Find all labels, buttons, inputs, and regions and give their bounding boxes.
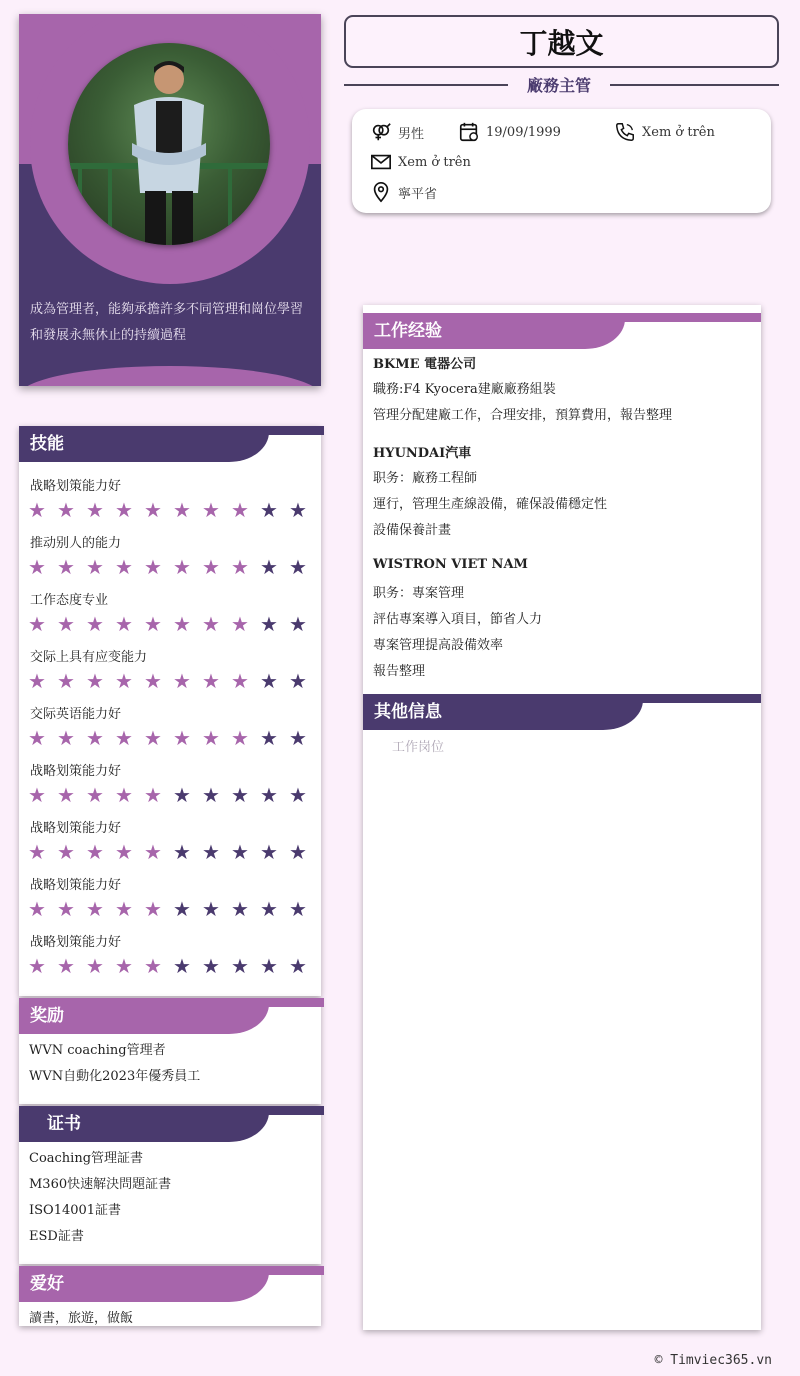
calendar-icon — [458, 121, 480, 143]
skill-rating — [28, 614, 318, 634]
star-filled-icon: ★ — [231, 612, 249, 636]
title-divider-right — [610, 84, 779, 86]
job-line: 評估專案導入項目，節省人力 — [373, 612, 543, 627]
star-empty-icon: ★ — [289, 612, 307, 636]
location-icon — [370, 181, 392, 203]
star-empty-icon: ★ — [289, 897, 307, 921]
star-filled-icon: ★ — [173, 498, 191, 522]
job-line: 報告整理 — [373, 664, 426, 679]
star-empty-icon: ★ — [231, 897, 249, 921]
star-filled-icon: ★ — [28, 897, 46, 921]
star-filled-icon: ★ — [144, 612, 162, 636]
awards-header — [19, 998, 324, 1034]
skill-rating — [28, 500, 318, 520]
certificate-item: ESD証書 — [29, 1229, 84, 1244]
star-filled-icon: ★ — [57, 498, 75, 522]
hobbies-header — [19, 1266, 324, 1302]
star-empty-icon: ★ — [202, 897, 220, 921]
star-filled-icon: ★ — [231, 726, 249, 750]
star-filled-icon: ★ — [115, 612, 133, 636]
star-filled-icon: ★ — [28, 669, 46, 693]
hobbies-text: 讀書，旅遊，做飯 — [29, 1311, 134, 1326]
star-empty-icon: ★ — [260, 783, 278, 807]
star-filled-icon: ★ — [115, 669, 133, 693]
phone-value: Xem ở trên — [642, 124, 715, 140]
skills-header — [19, 426, 324, 462]
job-line: 專案管理提高設備效率 — [373, 638, 504, 653]
job-line: 設備保養計畫 — [373, 523, 452, 538]
star-filled-icon: ★ — [28, 954, 46, 978]
certificate-item: Coaching管理証書 — [29, 1151, 144, 1166]
job-line: 職務:F4 Kyocera建廠廠務組裝 — [373, 382, 556, 397]
contact-box — [352, 109, 771, 213]
skill-name: 工作态度专业 — [30, 593, 109, 608]
contact-address — [370, 181, 437, 203]
skills-title: 技能 — [30, 434, 64, 454]
star-empty-icon: ★ — [173, 783, 191, 807]
star-empty-icon: ★ — [289, 726, 307, 750]
star-empty-icon: ★ — [173, 897, 191, 921]
avatar — [68, 43, 270, 245]
profile-card — [19, 14, 321, 386]
star-filled-icon: ★ — [144, 783, 162, 807]
star-empty-icon: ★ — [289, 954, 307, 978]
career-objective: 成為管理者，能夠承擔許多不同管理和崗位學習和發展永無休止的持續過程 — [30, 302, 304, 343]
star-filled-icon: ★ — [115, 555, 133, 579]
star-empty-icon: ★ — [260, 555, 278, 579]
gender-value: 男性 — [398, 126, 425, 142]
gender-icon — [370, 121, 392, 143]
star-empty-icon: ★ — [202, 783, 220, 807]
star-empty-icon: ★ — [231, 954, 249, 978]
skill-name: 战略划策能力好 — [30, 878, 122, 893]
skill-name: 战略划策能力好 — [30, 479, 122, 494]
star-filled-icon: ★ — [144, 897, 162, 921]
star-filled-icon: ★ — [173, 612, 191, 636]
avatar-photo — [68, 43, 270, 245]
star-filled-icon: ★ — [202, 612, 220, 636]
star-filled-icon: ★ — [202, 555, 220, 579]
star-filled-icon: ★ — [115, 897, 133, 921]
star-filled-icon: ★ — [86, 612, 104, 636]
skill-rating — [28, 728, 318, 748]
job-line: 運行，管理生產線設備，確保設備穩定性 — [373, 497, 608, 512]
skill-rating — [28, 899, 318, 919]
star-empty-icon: ★ — [260, 669, 278, 693]
star-filled-icon: ★ — [86, 726, 104, 750]
company-name: WISTRON VIET NAM — [373, 557, 528, 572]
star-empty-icon: ★ — [260, 897, 278, 921]
star-empty-icon: ★ — [260, 954, 278, 978]
star-filled-icon: ★ — [231, 555, 249, 579]
skill-name: 推动别人的能力 — [30, 536, 122, 551]
star-filled-icon: ★ — [57, 555, 75, 579]
contact-email — [370, 151, 471, 173]
star-filled-icon: ★ — [115, 726, 133, 750]
star-filled-icon: ★ — [57, 726, 75, 750]
awards-card — [19, 998, 321, 1104]
address-value: 寧平省 — [398, 186, 438, 202]
star-filled-icon: ★ — [28, 783, 46, 807]
certificates-header — [19, 1106, 324, 1142]
company-name: HYUNDAI汽車 — [373, 446, 472, 461]
star-empty-icon: ★ — [173, 954, 191, 978]
birthday-value: 19/09/1999 — [486, 124, 561, 140]
star-empty-icon: ★ — [289, 555, 307, 579]
candidate-name: 丁越文 — [519, 26, 604, 60]
star-filled-icon: ★ — [115, 954, 133, 978]
skill-rating — [28, 557, 318, 577]
other-info-placeholder: 工作岗位 — [392, 740, 445, 755]
star-empty-icon: ★ — [173, 840, 191, 864]
email-value: Xem ở trên — [398, 154, 471, 170]
star-filled-icon: ★ — [115, 498, 133, 522]
star-filled-icon: ★ — [202, 726, 220, 750]
skill-rating — [28, 842, 318, 862]
profile-card-bottom-arc — [19, 366, 321, 386]
certificates-title: 证书 — [47, 1114, 81, 1134]
star-filled-icon: ★ — [57, 612, 75, 636]
star-empty-icon: ★ — [289, 669, 307, 693]
star-filled-icon: ★ — [144, 726, 162, 750]
star-empty-icon: ★ — [260, 498, 278, 522]
star-filled-icon: ★ — [28, 612, 46, 636]
skills-card — [19, 426, 321, 996]
star-filled-icon: ★ — [202, 498, 220, 522]
star-filled-icon: ★ — [202, 669, 220, 693]
star-filled-icon: ★ — [28, 840, 46, 864]
star-filled-icon: ★ — [57, 897, 75, 921]
star-empty-icon: ★ — [202, 954, 220, 978]
awards-title: 奖励 — [30, 1006, 64, 1026]
star-empty-icon: ★ — [260, 612, 278, 636]
experience-title: 工作经验 — [374, 321, 442, 341]
certificates-card — [19, 1106, 321, 1264]
star-filled-icon: ★ — [144, 498, 162, 522]
award-item: WVN coaching管理者 — [29, 1043, 166, 1058]
star-filled-icon: ★ — [144, 954, 162, 978]
contact-phone — [614, 121, 715, 143]
skill-rating — [28, 956, 318, 976]
other-info-header — [363, 694, 761, 730]
certificate-item: ISO14001証書 — [29, 1203, 122, 1218]
contact-gender — [370, 121, 424, 143]
star-filled-icon: ★ — [28, 555, 46, 579]
star-filled-icon: ★ — [115, 783, 133, 807]
mail-icon — [370, 151, 392, 173]
star-filled-icon: ★ — [86, 498, 104, 522]
star-filled-icon: ★ — [86, 669, 104, 693]
skill-rating — [28, 671, 318, 691]
job-title: 廠務主管 — [526, 76, 591, 95]
certificate-item: M360快速解決問題証書 — [29, 1177, 172, 1192]
star-filled-icon: ★ — [28, 726, 46, 750]
footer-credit: © Timviec365.vn — [654, 1353, 772, 1368]
job-line: 职务：廠務工程師 — [373, 471, 478, 486]
star-empty-icon: ★ — [202, 840, 220, 864]
experience-header — [363, 313, 761, 349]
contact-birthday — [458, 121, 561, 143]
star-filled-icon: ★ — [144, 555, 162, 579]
skill-rating — [28, 785, 318, 805]
star-empty-icon: ★ — [260, 726, 278, 750]
skill-name: 战略划策能力好 — [30, 764, 122, 779]
star-filled-icon: ★ — [144, 669, 162, 693]
star-filled-icon: ★ — [115, 840, 133, 864]
star-empty-icon: ★ — [289, 498, 307, 522]
star-filled-icon: ★ — [28, 498, 46, 522]
company-name: BKME 電器公司 — [373, 357, 477, 372]
star-filled-icon: ★ — [86, 783, 104, 807]
experience-card — [363, 305, 761, 1330]
phone-icon — [614, 121, 636, 143]
star-empty-icon: ★ — [231, 840, 249, 864]
star-filled-icon: ★ — [86, 897, 104, 921]
star-filled-icon: ★ — [231, 498, 249, 522]
name-box — [344, 15, 779, 68]
skill-name: 交际英语能力好 — [30, 707, 122, 722]
star-empty-icon: ★ — [260, 840, 278, 864]
star-filled-icon: ★ — [231, 669, 249, 693]
skill-name: 战略划策能力好 — [30, 821, 122, 836]
job-line: 职务：專案管理 — [373, 586, 465, 601]
job-line: 管理分配建廠工作，合理安排，預算費用，報告整理 — [373, 408, 673, 423]
star-filled-icon: ★ — [57, 840, 75, 864]
star-empty-icon: ★ — [289, 783, 307, 807]
hobbies-title: 爱好 — [30, 1274, 64, 1294]
skill-name: 交际上具有应变能力 — [30, 650, 148, 665]
other-info-title: 其他信息 — [374, 702, 442, 722]
star-filled-icon: ★ — [144, 840, 162, 864]
star-filled-icon: ★ — [173, 726, 191, 750]
star-filled-icon: ★ — [86, 954, 104, 978]
title-divider-left — [344, 84, 508, 86]
skill-name: 战略划策能力好 — [30, 935, 122, 950]
star-filled-icon: ★ — [57, 669, 75, 693]
star-filled-icon: ★ — [173, 669, 191, 693]
star-filled-icon: ★ — [86, 555, 104, 579]
star-filled-icon: ★ — [57, 783, 75, 807]
award-item: WVN自動化2023年優秀員工 — [29, 1069, 201, 1084]
hobbies-card — [19, 1266, 321, 1326]
star-filled-icon: ★ — [86, 840, 104, 864]
star-filled-icon: ★ — [57, 954, 75, 978]
star-empty-icon: ★ — [231, 783, 249, 807]
star-filled-icon: ★ — [173, 555, 191, 579]
star-empty-icon: ★ — [289, 840, 307, 864]
